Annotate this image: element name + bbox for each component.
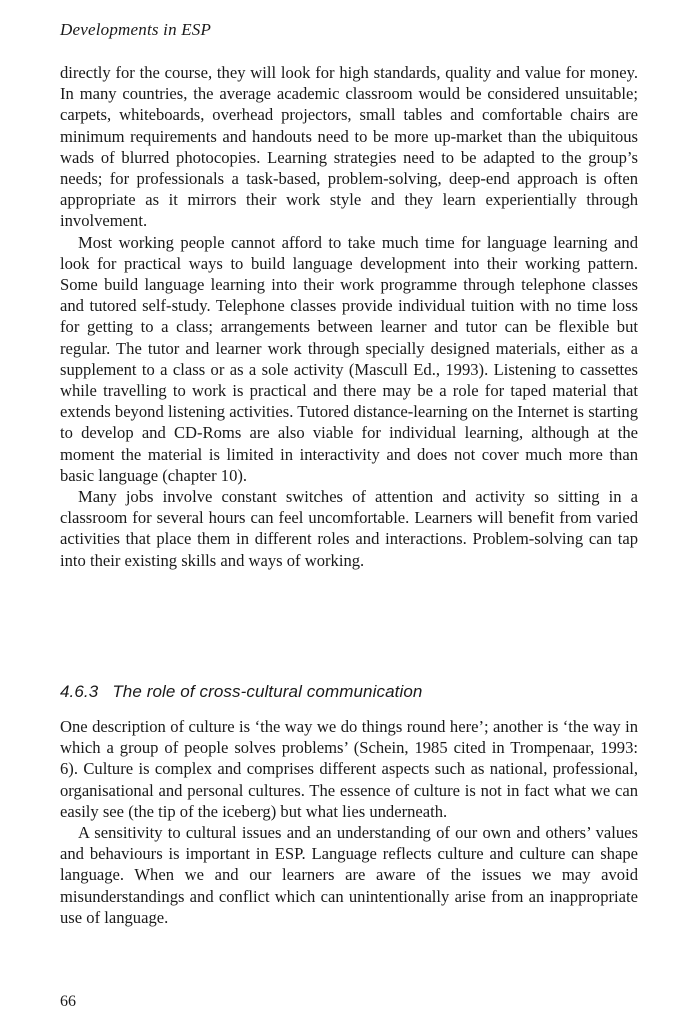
paragraph: One description of culture is ‘the way we do things round here’; another is ‘the way in which a group of people solves problems’ (Schein, 1985 cited in Trompenaar, 1993: 6). Culture is complex and comprises different aspects such as national, professional, organisational and personal cultures. The essence of culture is not in fact what we can easily see (the tip of the iceberg) but what lies underneath. <box>60 717 638 821</box>
paragraph: Most working people cannot afford to take much time for language learning and look for practical ways to build language development into their working pattern. Some build language learning into their work programme through telephone classes and tutored self-study. Telephone classes provide individual tuition with no time loss for getting to a class; arrangements between learner and tutor can be flexible but regular. The tutor and learner work through specially designed materials, either as a supplement to a class or as a sole activity (Mascull Ed., 1993). Listening to cassettes while travelling to work is practical and there may be a role for taped material that extends beyond listening activities. Tutored distance-learning on the Internet is starting to develop and CD-Roms are also viable for individual learning, although at the moment the material is limited in interactivity and does not cover much more than basic language (chapter 10). <box>60 232 638 485</box>
paragraph: Many jobs involve constant switches of attention and activity so sitting in a classroom for several hours can feel uncomfortable. Learners will benefit from varied activities that place them in different roles and interactions. Problem-solving can tap into their existing skills and ways of working. <box>60 487 638 570</box>
paragraph: directly for the course, they will look for high standards, quality and value for money. In many countries, the average academic classroom would be considered unsuitable; carpets, whiteboards, overhead projectors, small tables and comfortable chairs are minimum requirements and handouts need to be more up-market than the ubiquitous wads of blurred photocopies. Learning strategies need to be adapted to the group’s needs; for professionals a task-based, problem-solving, deep-end approach is often appropriate as it mirrors their work style and they learn experientially through involvement. <box>60 63 638 231</box>
section-title: The role of cross-cultural communication <box>112 682 423 701</box>
page-number: 66 <box>60 993 76 1010</box>
section-body <box>60 716 638 928</box>
section-heading <box>60 682 422 702</box>
paragraph: A sensitivity to cultural issues and an understanding of our own and others’ values and behaviours is important in ESP. Language reflects culture and culture can shape language. When we and our learners are aware of the issues we may avoid misunderstandings and conflict which can unintentionally arise from an inappropriate use of language. <box>60 823 638 927</box>
running-head: Developments in ESP <box>60 20 212 39</box>
body-text <box>60 62 638 571</box>
section-number: 4.6.3 <box>60 682 99 701</box>
